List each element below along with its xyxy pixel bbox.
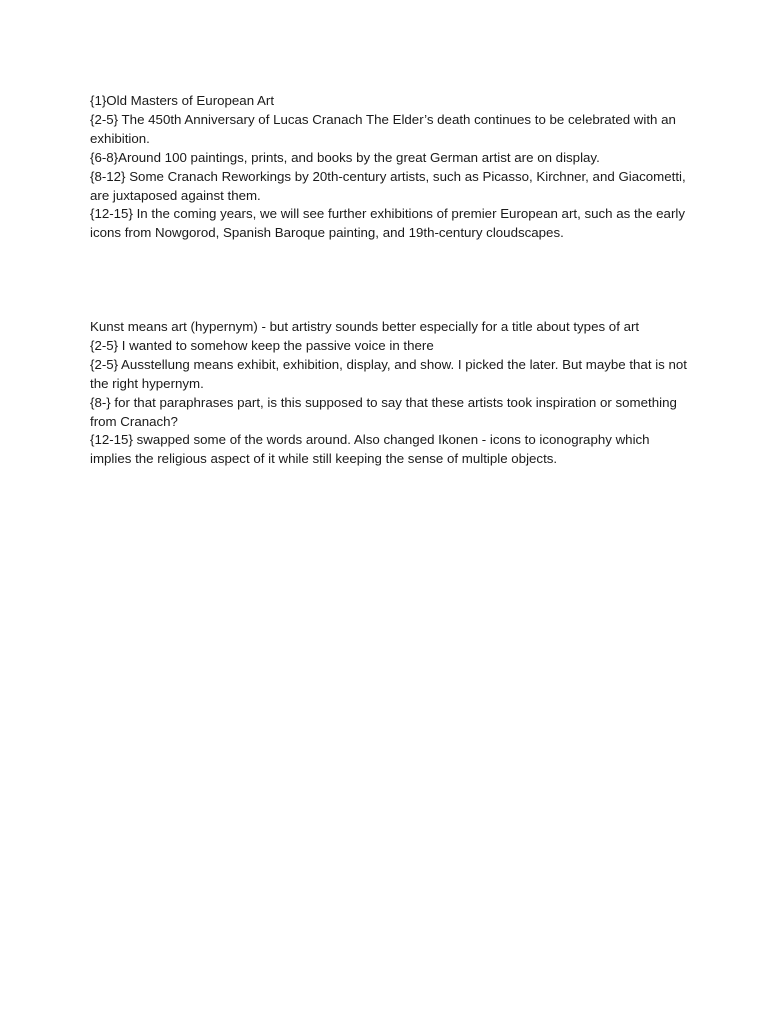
translation-line-reworkings: {8-12} Some Cranach Reworkings by 20th-century artists, such as Picasso, Kirchner, and Giacometti, are juxtaposed against them.: [90, 168, 686, 203]
translation-line-anniversary: {2-5} The 450th Anniversary of Lucas Cranach The Elder’s death continues to be celebrated with an exhibition.: [90, 111, 676, 146]
translation-line-coming-years: {12-15} In the coming years, we will see further exhibitions of premier European art, such as the early icons from Nowgorod, Spanish Baroque painting, and 19th-century cloudscapes.: [90, 206, 685, 241]
note-line-kunst: Kunst means art (hypernym) - but artistry sounds better especially for a title about types of art: [90, 319, 640, 334]
note-line-ausstellung: {2-5} Ausstellung means exhibit, exhibition, display, and show. I picked the later. But maybe that is not the right hypernym.: [90, 356, 687, 391]
note-line-passive-voice: {2-5} I wanted to somehow keep the passive voice in there: [90, 337, 434, 353]
notes-section: [90, 318, 690, 469]
note-line-ikonen: {12-15} swapped some of the words around. Also changed Ikonen - icons to iconography which implies the religious aspect of it while still keeping the sense of multiple objects.: [90, 432, 650, 467]
note-line-paraphrases: {8-} for that paraphrases part, is this supposed to say that these artists took inspiration or something from Cranach?: [90, 394, 677, 429]
translation-line-paintings: {6-8}Around 100 paintings, prints, and books by the great German artist are on display.: [90, 149, 600, 165]
translation-line-title: {1}Old Masters of European Art: [90, 93, 275, 108]
translation-section: [90, 92, 690, 243]
